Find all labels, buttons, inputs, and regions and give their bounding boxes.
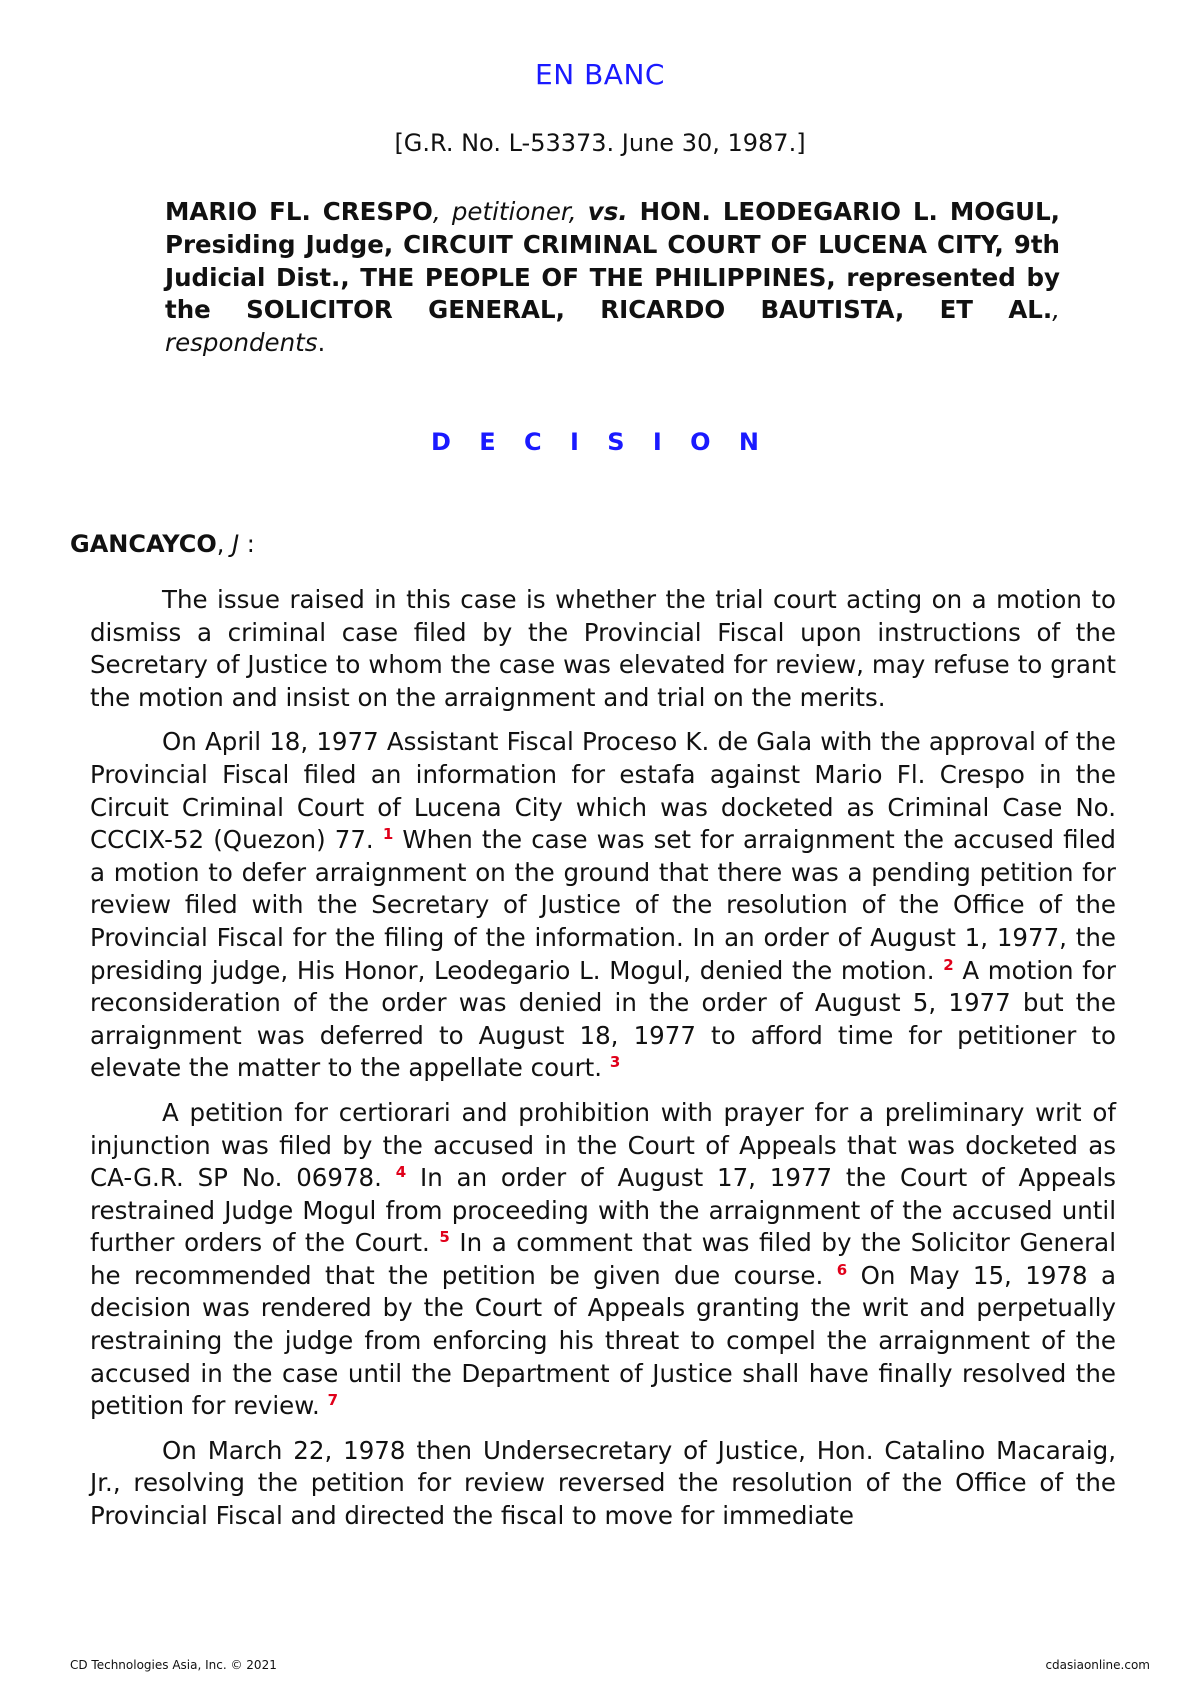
decision-title: D E C I S I O N <box>430 428 770 456</box>
footnote-link-5[interactable]: 5 <box>439 1228 450 1247</box>
petitioner-name: MARIO FL. CRESPO <box>165 197 433 226</box>
ponente-title: J <box>232 530 240 558</box>
ponente-suffix: , <box>216 530 233 558</box>
paragraph-2 <box>90 726 1116 1085</box>
paragraph-3 <box>90 1097 1116 1423</box>
footer-site: cdasiaonline.com <box>1045 1658 1150 1672</box>
footer-copyright: CD Technologies Asia, Inc. © 2021 <box>70 1658 277 1672</box>
footnote-link-4[interactable]: 4 <box>395 1162 407 1181</box>
respondents-names: HON. LEODEGARIO L. MOGUL, Presiding Judge, CIRCUIT CRIMINAL COURT OF LUCENA CITY, 9th Judicial Dist., THE PEOPLE OF THE PHILIPPINES, represented by the SOLICITOR GENERAL, RICARDO BAUTISTA, ET AL. <box>165 197 1060 325</box>
paragraph-text: The issue raised in this case is whether the trial court acting on a motion to dismiss a criminal case filed by the Provincial Fiscal upon instructions of the Secretary of Justice to whom the case was elevated for review, may refuse to grant the motion and insist on the arraignment and trial on the merits. <box>90 585 1116 712</box>
footnote-link-2[interactable]: 2 <box>943 955 954 974</box>
paragraph-text: When the case was set for arraignment the accused filed a motion to defer arraignment on the ground that there was a pending petition for review filed with the Secretary of Justice of the resolution of the Office of the Provincial Fiscal for the filing of the information. In an order of August 1, 1977, the presiding judge, His Honor, Leodegario L. Mogul, denied the motion. <box>90 825 1116 985</box>
division-heading: EN BANC <box>535 58 665 91</box>
petitioner-role: , petitioner, <box>432 197 588 226</box>
ponente-name: GANCAYCO <box>70 530 217 558</box>
decision-body <box>90 584 1116 1545</box>
paragraph-text: On May 15, 1978 a decision was rendered by the Court of Appeals granting the writ and perpetually restraining the judge from enforcing his threat to compel the arraignment of the accused in the case until the Department of Justice shall have finally resolved the petition for review. <box>90 1260 1117 1421</box>
paragraph-text: On March 22, 1978 then Undersecretary of Justice, Hon. Catalino Macaraig, Jr., resolving the petition for review reversed the resolution of the Office of the Provincial Fiscal and directed the fiscal to move for immediate <box>90 1435 1116 1531</box>
footnote-link-3[interactable]: 3 <box>609 1053 621 1072</box>
paragraph-text: A motion for reconsideration of the order was denied in the order of August 5, 1977 but the arraignment was deferred to August 18, 1977 to afford time for petitioner to elevate the matter to the appellate court. <box>90 955 1116 1083</box>
footnote-link-1[interactable]: 1 <box>382 825 394 843</box>
paragraph-text: In an order of August 17, 1977 the Court of Appeals restrained Judge Mogul from proceeding with the arraignment of the accused until further orders of the Court. <box>90 1163 1116 1258</box>
ponente-colon: : <box>239 530 255 558</box>
case-caption <box>165 196 1060 360</box>
paragraph-text: A petition for certiorari and prohibition with prayer for a preliminary writ of injunction was filed by the accused in the Court of Appeals that was docketed as CA-G.R. SP No. 06978. <box>90 1097 1116 1193</box>
respondents-role: , respondents <box>165 295 1060 358</box>
versus: vs. <box>587 197 628 226</box>
paragraph-text: In a comment that was filed by the Solicitor General he recommended that the petition be given due course. <box>90 1228 1117 1290</box>
footnote-link-6[interactable]: 6 <box>836 1260 848 1279</box>
paragraph-4 <box>90 1435 1116 1533</box>
footnote-link-7[interactable]: 7 <box>327 1391 339 1410</box>
paragraph-1 <box>90 584 1116 714</box>
case-number: [G.R. No. L-53373. June 30, 1987.] <box>394 129 806 157</box>
ponente <box>70 530 255 558</box>
paragraph-text: On April 18, 1977 Assistant Fiscal Proceso K. de Gala with the approval of the Provincial Fiscal filed an information for estafa against Mario Fl. Crespo in the Circuit Criminal Court of Lucena City which was docketed as Criminal Case No. CCCIX-52 (Quezon) 77. <box>90 727 1116 855</box>
caption-period: . <box>317 328 326 358</box>
